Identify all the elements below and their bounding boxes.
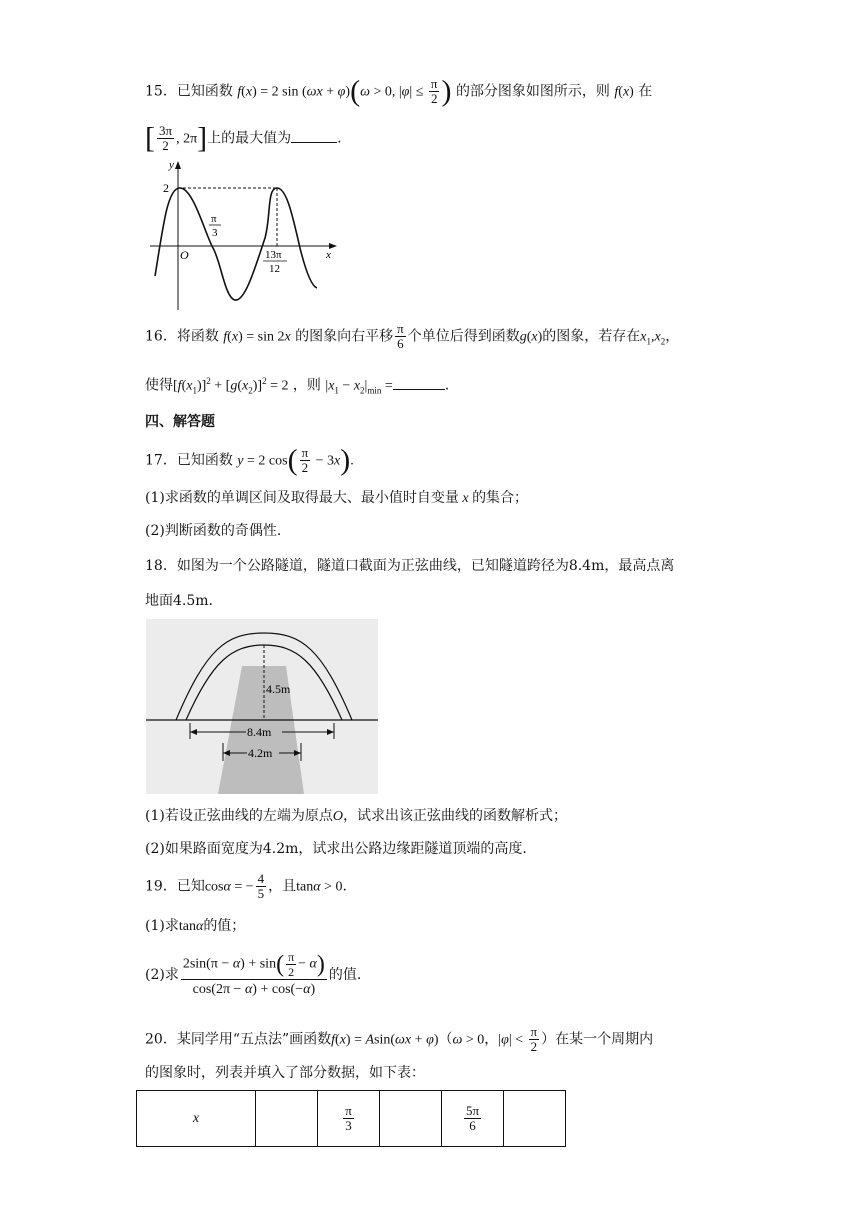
- q18-line1: 18．如图为一个公路隧道，隧道口截面为正弦曲线，已知隧道跨径为8.4m，最高点离: [145, 558, 675, 574]
- pi3-num: π: [211, 213, 217, 225]
- max-label: 2: [163, 181, 169, 195]
- q17-line1: 17．已知函数 y = 2 cos( $\frac{\pi}{2}$ − 3x).: [145, 443, 354, 477]
- table-cell: [380, 1091, 442, 1147]
- table-cell: $\frac{\pi}{3}$: [318, 1091, 380, 1147]
- section-title: 四、解答题: [145, 414, 215, 430]
- q19-line1: 19．已知cosα = − $\frac{4}{5}$ ，且tanα > 0.: [145, 871, 347, 901]
- pi3-den: 3: [212, 227, 218, 239]
- q19-expression: 2sin(π − α) + sin( $\frac{\pi}{2}$ − α) cos(2π − α) + cos(−α): [182, 950, 325, 997]
- five-point-table: [136, 1090, 566, 1147]
- q19-sub1: (1)求tanα的值；: [145, 918, 246, 934]
- q15-func: f: [237, 84, 242, 100]
- origin-label: O: [180, 248, 189, 262]
- q20-line1: 20．某同学用“五点法”画函数f(x) = Asin(ωx + φ)（ω > 0，|φ| < $\frac{\pi}{2}$ ）在某一个周期内: [145, 1024, 654, 1054]
- q16-line2: 使得$[f(x_1)]^2 + [g(x_2)]^2 = 2$ ，则 $|x_1 - x_2|_{min}$ = .: [145, 376, 450, 396]
- q18-tunnel-figure: [146, 619, 378, 794]
- q20-line2: 的图象时，列表并填入了部分数据，如下表：: [145, 1065, 425, 1081]
- span-label: 8.4m: [247, 725, 272, 739]
- height-label: 4.5m: [266, 682, 291, 696]
- table-cell: [256, 1091, 318, 1147]
- table-cell-x-label: x: [137, 1091, 256, 1147]
- q19-sub2: (2)求 2sin(π − α) + sin( $\frac{\pi}{2}$ − α) cos(2π − α) + cos(−α) 的值.: [145, 950, 361, 1000]
- answer-blank: [291, 128, 337, 143]
- q15-line1: 15．已知函数 f(x) = 2 sin (ωx + φ)(ω > 0, |φ| ≤ $\frac{\pi}{2}$ ) 的部分图象如图所示，则 f(x) 在: [145, 74, 653, 108]
- table-cell: [504, 1091, 566, 1147]
- p13-num: 13π: [265, 249, 282, 261]
- q18-sub2: (2)如果路面宽度为4.2m，试求出公路边缘距隧道顶端的高度.: [145, 841, 527, 857]
- y-axis-label: y: [169, 159, 174, 171]
- sine-curve: [155, 188, 317, 300]
- q18-sub1: (1)若设正弦曲线的左端为原点O，试求出该正弦曲线的函数解析式；: [145, 808, 567, 824]
- q15-sine-graph: [145, 158, 340, 313]
- q17-sub1: (1)求函数的单调区间及取得最大、最小值时自变量 x 的集合；: [145, 490, 529, 506]
- answer-blank: [393, 375, 445, 390]
- p13-den: 12: [269, 263, 280, 275]
- road-label: 4.2m: [248, 746, 273, 760]
- table-row: [137, 1091, 566, 1147]
- q18-line2: 地面4.5m.: [145, 593, 213, 609]
- q15-line2: [ $\frac{3\pi}{2}$ , 2π]上的最大值为 .: [145, 121, 342, 155]
- table-cell: $\frac{5\pi}{6}$: [442, 1091, 504, 1147]
- q16-line1: 16．将函数 f(x) = sin 2x 的图象向右平移 $\frac{\pi}{6}$ 个单位后得到函数g(x)的图象，若存在$x_1,x_2$，: [145, 321, 680, 351]
- q17-sub2: (2)判断函数的奇偶性.: [145, 523, 282, 539]
- x-axis-label: x: [326, 249, 331, 261]
